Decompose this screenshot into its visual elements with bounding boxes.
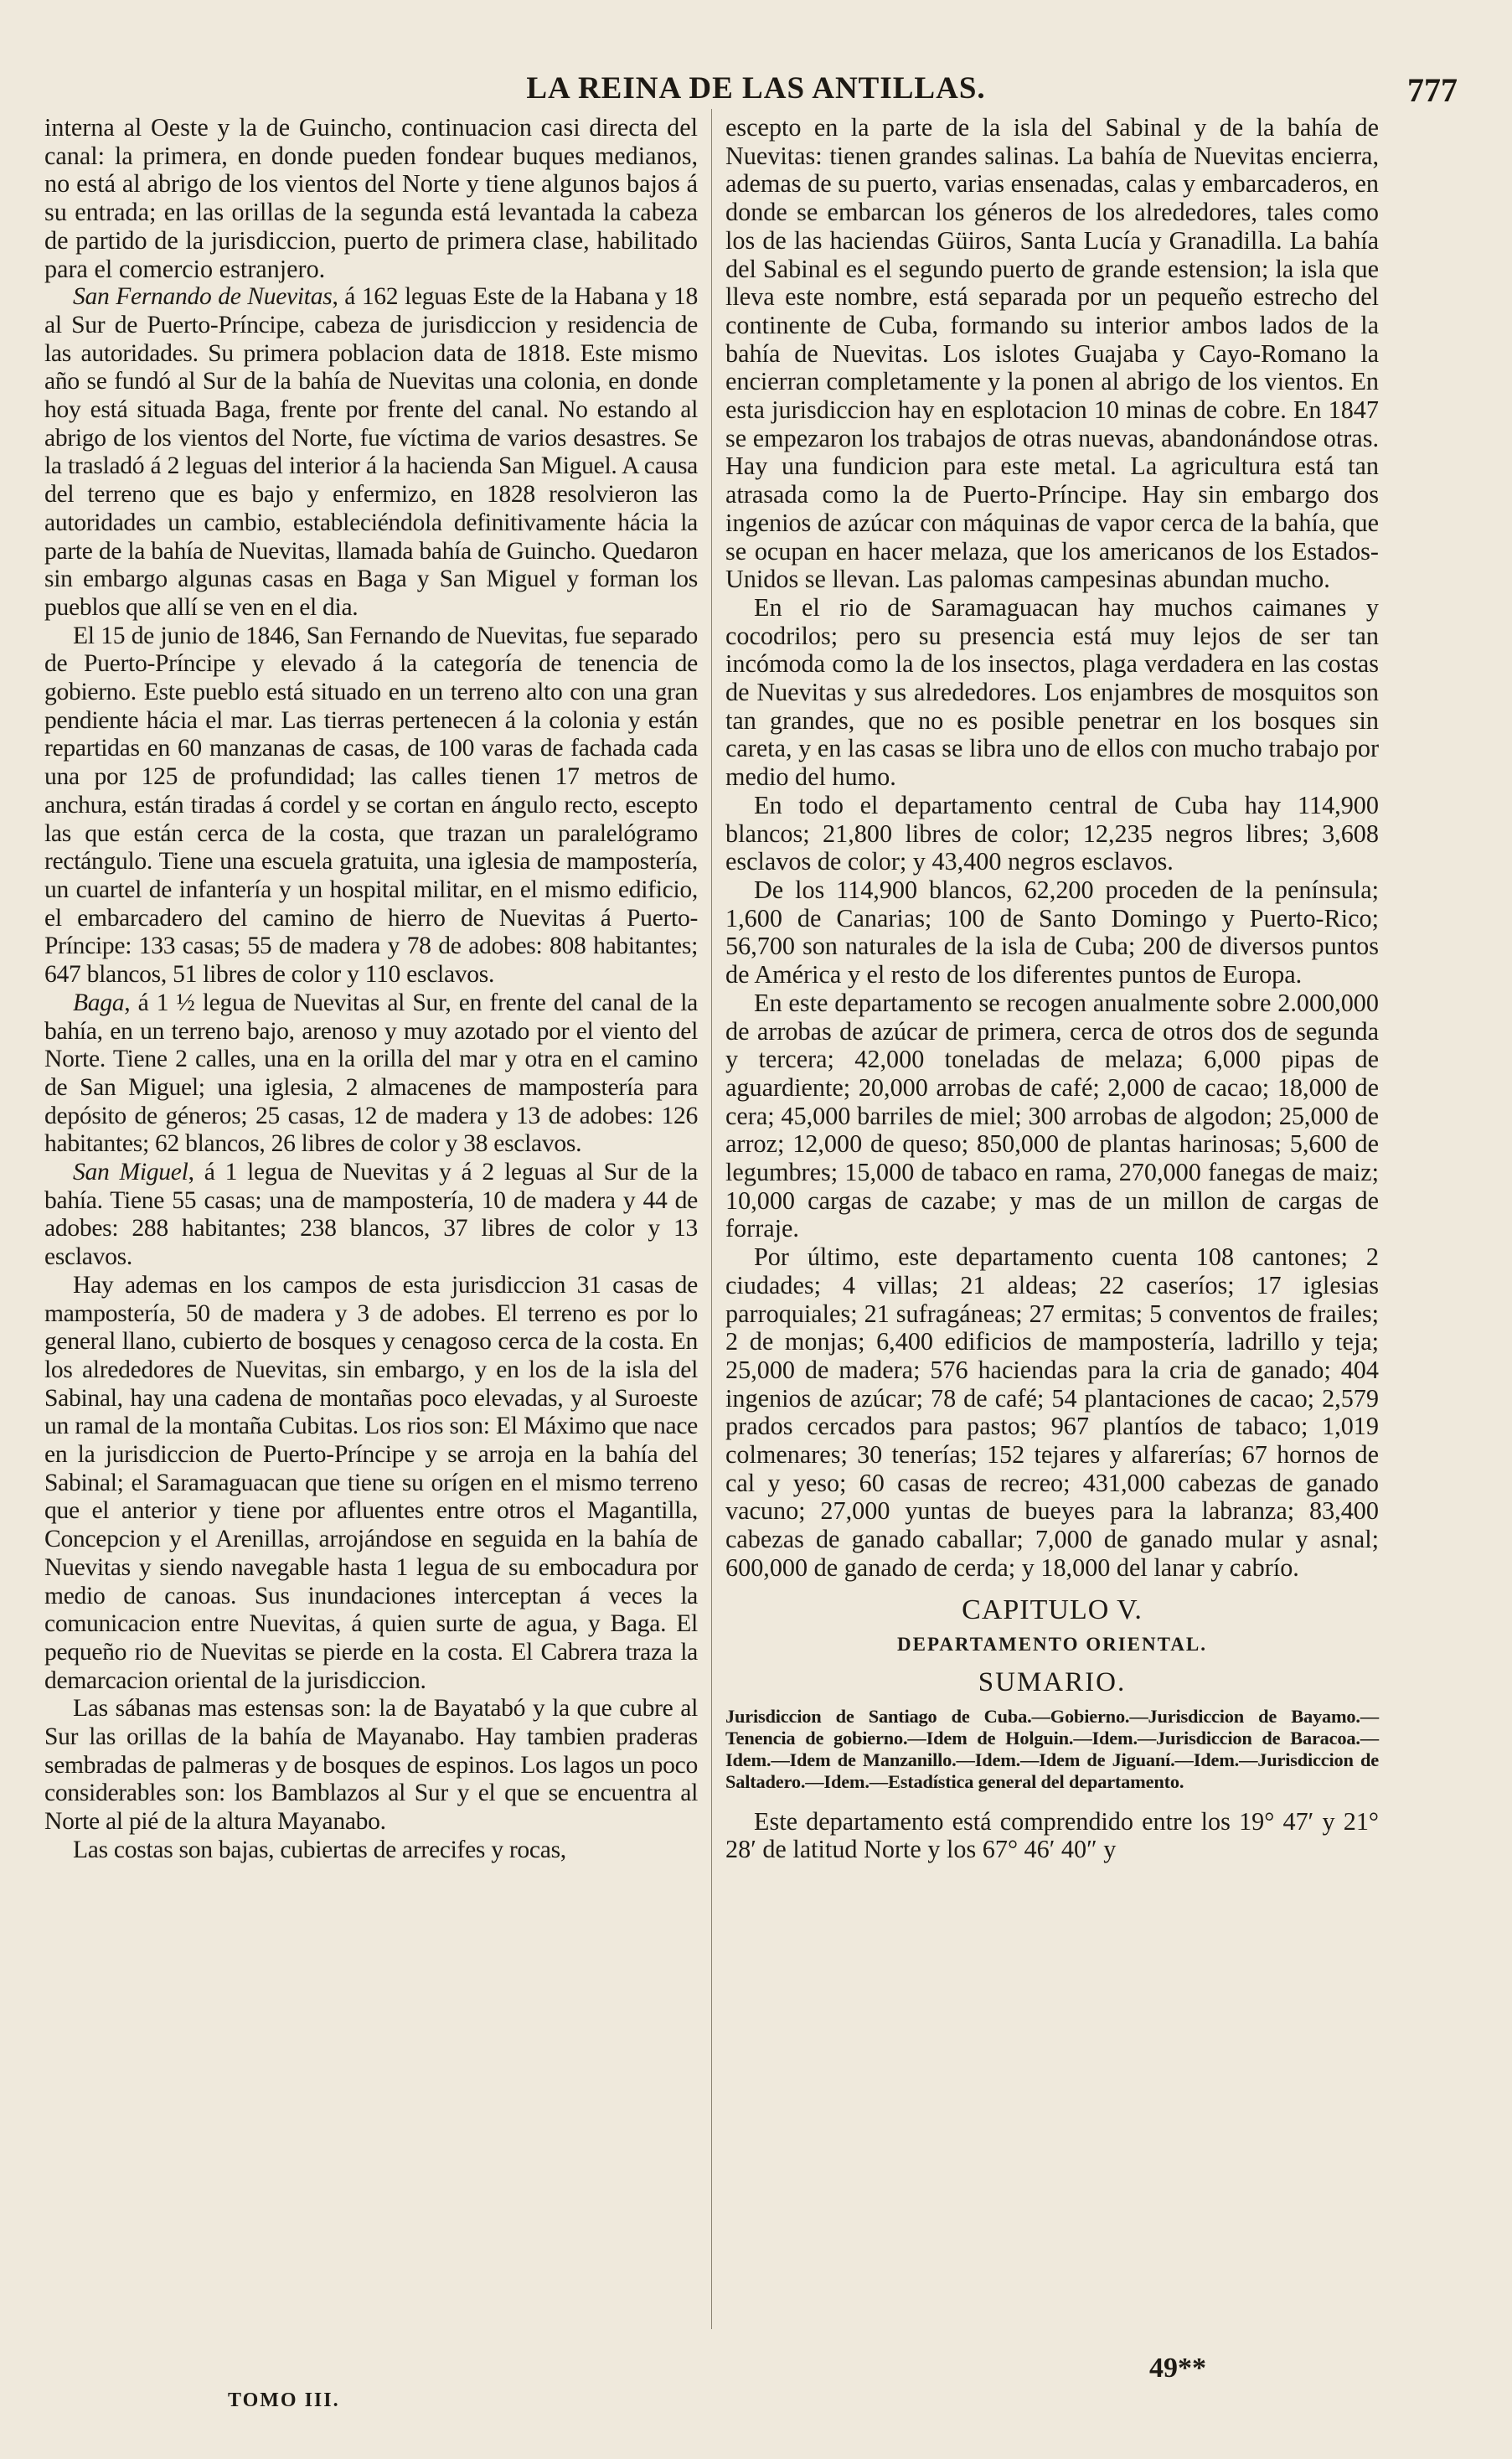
running-head: LA REINA DE LAS ANTILLAS. [526,71,986,106]
signature-mark: 49** [1149,2353,1206,2384]
paragraph: Las costas son bajas, cubiertas de arrecifes y rocas, [73,1836,566,1863]
paragraph: Baga, á 1 ½ legua de Nuevitas al Sur, en frente del canal de la bahía, en un terreno bajo, arenoso y muy azotado por el viento del Norte. Tiene 2 calles, una en la orilla del mar y otra en el camino de San Miguel; una iglesia, 2 almacenes de mampostería para depósito de géneros; 25 casas, 12 de madera y 13 de adobes: 126 habitantes; 62 blancos, 26 libres de color y 38 esclavos. [44,989,698,1158]
chapter-subtitle: DEPARTAMENTO ORIENTAL. [897,1634,1207,1656]
page-header [42,65,1470,116]
paragraph: Las sábanas mas estensas son: la de Bayatabó y la que cubre al Sur las orillas de la bahía de Mayanabo. Hay tambien praderas sembradas de palmeras y de bosques de espinos. Los lagos un poco considerables son: los Bamblazos al Sur y el que se encuentra al Norte al pié de la altura Mayanabo. [44,1695,698,1836]
place-name: San Fernando de Nuevitas [73,283,333,311]
place-name: San Miguel [73,1159,188,1186]
sumario-title: SUMARIO. [978,1666,1127,1697]
paragraph: El 15 de junio de 1846, San Fernando de Nuevitas, fue separado de Puerto-Príncipe y elevado á la categoría de tenencia de gobierno. Este pueblo está situado en un terreno alto con una gran pendiente hácia el mar. Las tierras pertenecen á la colonia y están repartidas en 60 manzanas de casas, de 100 varas de fachada cada una por 125 de profundidad; las calles tienen 17 metros de anchura, están tiradas á cordel y se cortan en ángulo recto, escepto las que están cerca de la costa, que trazan un paralelógramo rectángulo. Tiene una escuela gratuita, una iglesia de mampostería, un cuartel de infantería y un hospital militar, en el mismo edificio, el embarcadero del camino de hierro de Nuevitas á Puerto-Príncipe: 133 casas; 55 de madera y 78 de adobes: 808 habitantes; 647 blancos, 51 libres de color y 110 esclavos. [44,622,698,989]
paragraph: interna al Oeste y la de Guincho, continuacion casi directa del canal: la primera, en donde pueden fondear buques medianos, no está al abrigo de los vientos del Norte y tiene algunos bajos á su entrada; en las orillas de la segunda está levantada la cabeza de partido de la jurisdiccion, puerto de primera clase, habilitado para el comercio estranjero. [44,113,698,283]
paragraph: escepto en la parte de la isla del Sabinal y de la bahía de Nuevitas: tienen grandes salinas. La bahía de Nuevitas encierra, ademas de su puerto, varias ensenadas, calas y embarcaderos, en donde se embarcan los géneros de los alrededores, tales como los de las haciendas Güiros, Santa Lucía y Granadilla. La bahía del Sabinal es el segundo puerto de grande estension; la isla que lleva este nombre, está separada por un pequeño estrecho del continente de Cuba, formando su interior ambos lados de la bahía de Nuevitas. Los islotes Guajaba y Cayo-Romano la encierran completamente y la ponen al abrigo de los vientos. En esta jurisdiccion hay en esplotacion 10 minas de cobre. En 1847 se empezaron los trabajos de otras nuevas, abandonándose otras. Hay una fundicion para este metal. La agricultura está tan atrasada como la de Puerto-Príncipe. Hay sin embargo dos ingenios de azúcar con máquinas de vapor cerca de la bahía, que se ocupan en hacer melaza, que los americanos de los Estados-Unidos se llevan. Las palomas campesinas abundan mucho. [725,113,1379,594]
paragraph: De los 114,900 blancos, 62,200 proceden de la península; 1,600 de Canarias; 100 de Santo Domingo y Puerto-Rico; 56,700 son naturales de la isla de Cuba; 200 de diversos puntos de América y el resto de los diferentes puntos de Europa. [725,875,1379,989]
left-column [44,114,698,1865]
paragraph: En el rio de Saramaguacan hay muchos caimanes y cocodrilos; pero su presencia está muy lejos de ser tan incómoda como la de los insectos, plaga verdadera en las costas de Nuevitas y sus alrededores. Los enjambres de mosquitos son tan grandes, que no es posible penetrar en los bosques sin careta, y en las casas se libra uno de ellos con mucho trabajo por medio del humo. [725,592,1379,792]
place-name: Baga [73,989,125,1016]
paragraph: Hay ademas en los campos de esta jurisdiccion 31 casas de mampostería, 50 de madera y 3 de adobes. El terreno es por lo general llano, cubierto de bosques y cenagoso cerca de la costa. En los alrededores de Nuevitas, sin embargo, y en los de la isla del Sabinal, hay una cadena de montañas poco elevadas, y al Suroeste un ramal de la montaña Cubitas. Los rios son: El Máximo que nace en la jurisdiccion de Puerto-Príncipe y se arroja en la bahía del Sabinal; el Saramaguacan que tiene su orígen en el mismo terreno que el anterior y tiene por afluentes entre otros el Magantilla, Concepcion y el Arenillas, arrojándose en seguida en la bahía de Nuevitas y siendo navegable hasta 1 legua de su embocadura por medio de canoas. Sus inundaciones interceptan á veces la comunicacion entre Nuevitas, á quien surte de agua, y Baga. El pequeño rio de Nuevitas se pierde en la costa. El Cabrera traza la demarcacion oriental de la jurisdiccion. [44,1271,698,1694]
paragraph: En todo el departamento central de Cuba hay 114,900 blancos; 21,800 libres de color; 12,235 negros libres; 3,608 esclavos de color; y 43,400 negros esclavos. [725,790,1379,876]
volume-label: TOMO III. [228,2389,340,2411]
sumario-text: Jurisdiccion de Santiago de Cuba.—Gobierno.—Jurisdiccion de Bayamo.—Tenencia de gobierno.—Idem de Holguin.—Idem.—Jurisdiccion de Baracoa.—Idem.—Idem de Manzanillo.—Idem.—Idem de Jiguaní.—Idem.—Jurisdiccion de Saltadero.—Idem.—Estadística general del departamento. [725,1705,1379,1792]
chapter-opening-paragraph: Este departamento está comprendido entre los 19° 47′ y 21° 28′ de latitud Norte y los 67° 46′ 40″ y [725,1806,1379,1864]
right-column [725,114,1379,1864]
paragraph: San Miguel, á 1 legua de Nuevitas y á 2 leguas al Sur de la bahía. Tiene 55 casas; una de mampostería, 10 de madera y 44 de adobes: 288 habitantes; 238 blancos, 37 libres de color y 13 esclavos. [44,1159,698,1271]
paragraph: En este departamento se recogen anualmente sobre 2.000,000 de arrobas de azúcar de primera, cerca de otros dos de segunda y tercera; 42,000 toneladas de melaza; 6,000 pipas de aguardiente; 20,000 arrobas de café; 2,000 de cacao; 18,000 de cera; 45,000 barriles de miel; 300 arrobas de algodon; 25,000 de arroz; 12,000 de queso; 850,000 de plantas harinosas; 5,600 de legumbres; 15,000 de tabaco en rama, 270,000 fanegas de maiz; 10,000 cargas de cazabe; y mas de un millon de cargas de forraje. [725,988,1379,1243]
chapter-title: CAPITULO V. [962,1594,1143,1625]
paragraph: Por último, este departamento cuenta 108 cantones; 2 ciudades; 4 villas; 21 aldeas; 22 caseríos; 17 iglesias parroquiales; 21 sufragáneas; 27 ermitas; 5 conventos de frailes; 2 de monjas; 6,400 edificios de mampostería, ladrillo y teja; 25,000 de madera; 576 haciendas para la cria de ganado; 404 ingenios de azúcar; 78 de café; 54 plantaciones de cacao; 2,579 prados cercados para pastos; 967 plantíos de tabaco; 1,019 colmenares; 30 tenerías; 152 tejares y alfarerías; 67 hornos de cal y yeso; 60 casas de recreo; 431,000 cabezas de ganado vacuno; 27,000 yuntas de bueyes para la labranza; 83,400 cabezas de ganado caballar; 7,000 de ganado mular y asnal; 600,000 de ganado de cerda; y 18,000 del lanar y cabrío. [725,1242,1379,1582]
column-divider [711,109,712,2329]
page-number: 777 [1407,71,1458,109]
paragraph: San Fernando de Nuevitas, á 162 leguas Este de la Habana y 18 al Sur de Puerto-Príncipe, cabeza de jurisdiccion y residencia de las autoridades. Su primera poblacion data de 1818. Este mismo año se fundó al Sur de la bahía de Nuevitas una colonia, en donde hoy está situada Baga, frente por frente del canal. No estando al abrigo de los vientos del Norte, fue víctima de varios desastres. Se la trasladó á 2 leguas del interior á la hacienda San Miguel. A causa del terreno que es bajo y enfermizo, en 1828 resolvieron las autoridades un cambio, estableciéndola definitivamente hácia la parte de la bahía de Nuevitas, llamada bahía de Guincho. Quedaron sin embargo algunas casas en Baga y San Miguel y forman los pueblos que allí se ven en el dia. [44,283,698,621]
